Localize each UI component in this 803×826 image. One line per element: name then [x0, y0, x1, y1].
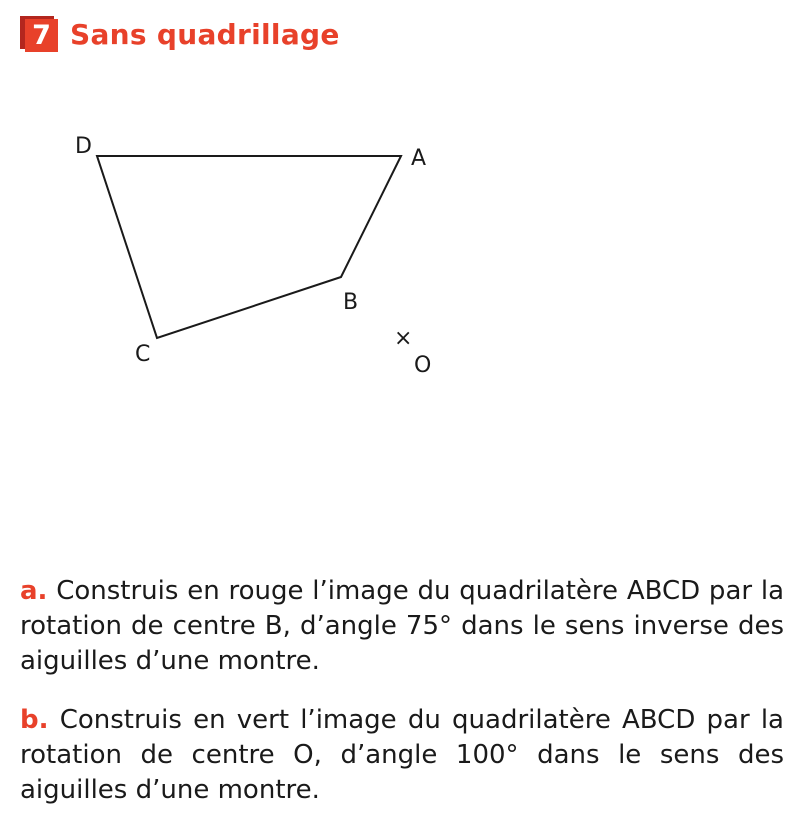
- point-label-b: B: [343, 290, 359, 315]
- exercise-number: 7: [25, 19, 58, 52]
- point-label-c: C: [135, 342, 151, 367]
- question-a-label: a.: [20, 576, 48, 606]
- question-a-text: Construis en rouge l’image du quadrilatère ABCD par la rotation de centre B, d’angle 75° dans le sens inverse des aiguilles d’une montre.: [20, 576, 784, 676]
- question-b-label: b.: [20, 705, 49, 735]
- point-label-a: A: [411, 146, 427, 171]
- question-b: [20, 703, 784, 808]
- center-o-marker: ×: [394, 326, 413, 351]
- question-a: [20, 574, 784, 679]
- point-label-o: O: [414, 353, 432, 378]
- exercise-title: Sans quadrillage: [70, 17, 340, 51]
- question-b-text: Construis en vert l’image du quadrilatère ABCD par la rotation de centre O, d’angle 100° dans le sens des aiguilles d’une montre.: [20, 705, 784, 805]
- point-label-d: D: [75, 134, 92, 159]
